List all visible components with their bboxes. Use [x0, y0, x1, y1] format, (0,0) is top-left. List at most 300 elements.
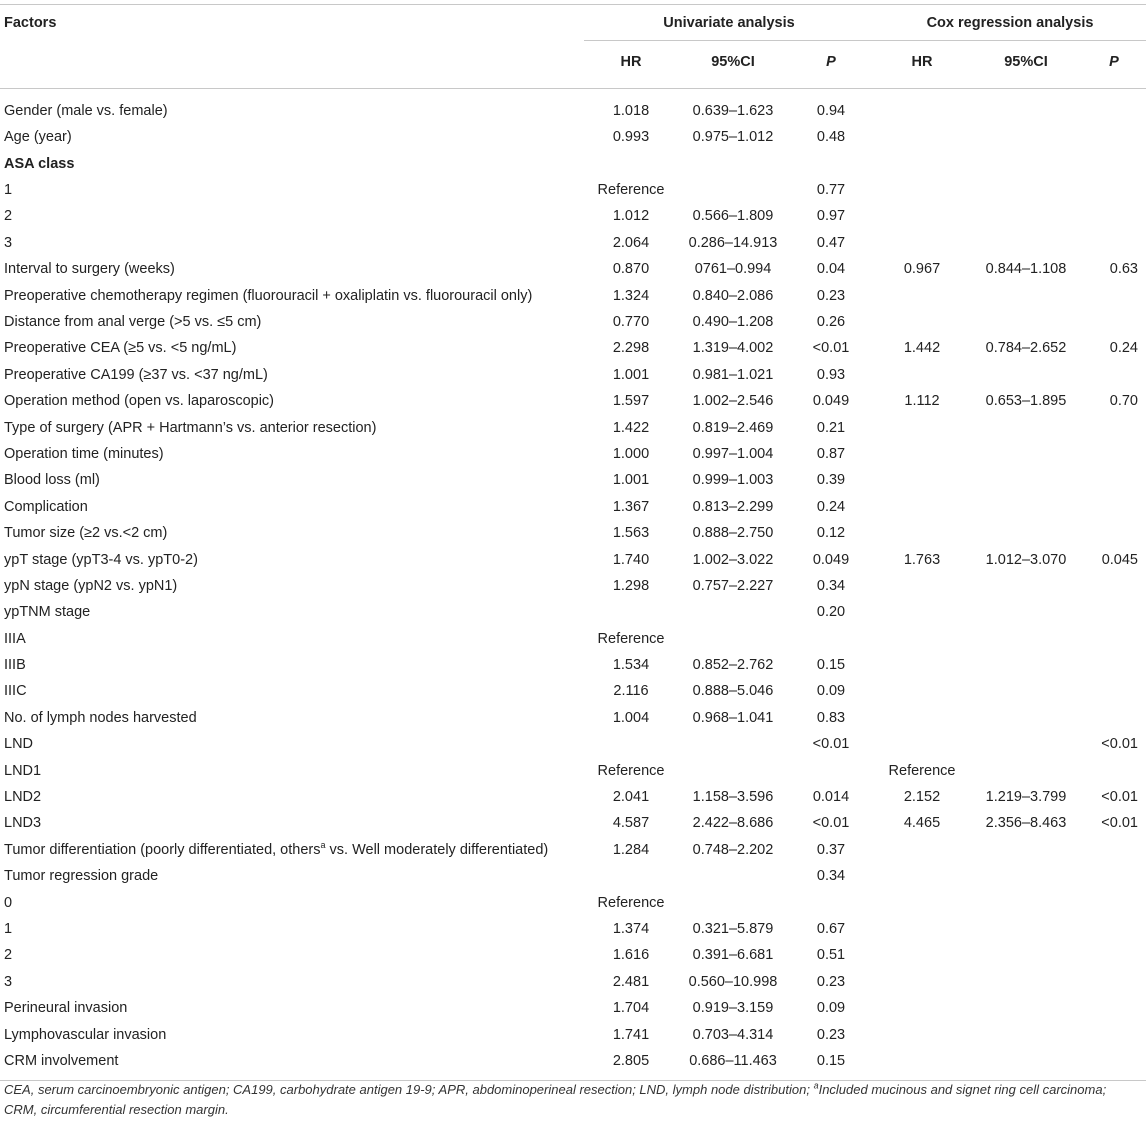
- univariate-p-cell: <0.01: [812, 815, 850, 832]
- univariate-ci-cell: 0.997–1.004: [692, 445, 774, 462]
- factor-label-cell: [0, 599, 584, 625]
- univariate-ci-cell: 0.490–1.208: [692, 313, 774, 330]
- cox-ci-cell: 0.653–1.895: [985, 393, 1067, 410]
- table-body: [0, 98, 1146, 1081]
- factor-label: 1: [4, 182, 13, 199]
- cox-p-cell: [1082, 758, 1146, 784]
- cox-hr-cell: [874, 943, 970, 969]
- univariate-ci-cell: [678, 731, 788, 757]
- cox-p-cell: <0.01: [1101, 736, 1138, 753]
- cox-p-cell: [1082, 415, 1146, 441]
- factor-label: Preoperative CA199 (≥37 vs. <37 ng/mL): [4, 366, 268, 383]
- factor-label-cell: [0, 362, 584, 388]
- cox-p-cell: [1082, 995, 1146, 1021]
- cox-ci-cell: [970, 441, 1082, 467]
- table-row: [0, 758, 1146, 784]
- cox-hr-cell: [874, 916, 970, 942]
- factor-label: ypTNM stage: [4, 604, 91, 621]
- factor-label-cell: [0, 811, 584, 837]
- univariate-p-cell: 0.47: [816, 234, 846, 251]
- cox-hr-cell: [874, 98, 970, 124]
- factor-label: 3: [4, 234, 13, 251]
- univariate-p-cell: [788, 626, 874, 652]
- cox-ci-cell: [970, 98, 1082, 124]
- factor-label-cell: [0, 943, 584, 969]
- univariate-hr-cell: [584, 151, 678, 177]
- cox-hr-cell: [874, 705, 970, 731]
- table-row: [0, 98, 1146, 124]
- table-row: [0, 124, 1146, 150]
- factor-label: Distance from anal verge (>5 vs. ≤5 cm): [4, 313, 262, 330]
- univariate-ci-cell: 1.158–3.596: [692, 789, 774, 806]
- factor-label-cell: [0, 890, 584, 916]
- univariate-ci-cell: 1.002–2.546: [692, 393, 774, 410]
- cox-ci-cell: [970, 837, 1082, 863]
- factor-label-cell: [0, 520, 584, 546]
- univariate-p-cell: 0.12: [816, 525, 846, 542]
- univariate-ci-cell: [678, 890, 788, 916]
- cox-ci-cell: [970, 916, 1082, 942]
- factor-label-cell: [0, 230, 584, 256]
- univariate-p-cell: 0.23: [816, 287, 846, 304]
- factor-label-cell: [0, 863, 584, 889]
- univariate-p-cell: <0.01: [812, 736, 850, 753]
- factor-label-cell: [0, 415, 584, 441]
- factor-label-cell: [0, 151, 584, 177]
- cox-p-cell: 0.045: [1101, 551, 1138, 568]
- factor-label-cell: [0, 256, 584, 282]
- cox-p-cell: [1082, 1048, 1146, 1081]
- cox-ci-cell: 0.844–1.108: [985, 261, 1067, 278]
- univariate-ci-cell: 0.703–4.314: [692, 1026, 774, 1043]
- cox-p-cell: [1082, 916, 1146, 942]
- factor-label-cell: [0, 283, 584, 309]
- factor-label-cell: [0, 705, 584, 731]
- header-c-p: P: [1082, 41, 1146, 89]
- cox-p-cell: [1082, 467, 1146, 493]
- cox-p-cell: [1082, 599, 1146, 625]
- factor-label-cell: [0, 336, 584, 362]
- cox-ci-cell: [970, 1048, 1082, 1081]
- cox-ci-cell: [970, 969, 1082, 995]
- factor-label: ASA class: [4, 155, 75, 172]
- factor-label-cell: [0, 679, 584, 705]
- cox-ci-cell: [970, 995, 1082, 1021]
- header-blank: [0, 41, 584, 89]
- cox-hr-cell: [874, 177, 970, 203]
- footnote-superscript: a: [813, 1080, 819, 1091]
- table-row: [0, 599, 1146, 625]
- univariate-p-cell: 0.15: [788, 1048, 874, 1081]
- univariate-p-cell: 0.24: [816, 498, 846, 515]
- cox-hr-cell: [874, 283, 970, 309]
- cox-ci-cell: [970, 599, 1082, 625]
- cox-hr-cell: [874, 1048, 970, 1081]
- factor-label: 0: [4, 894, 13, 911]
- factor-label-cell: [0, 626, 584, 652]
- header-u-hr: HR: [584, 41, 678, 89]
- factor-label: Preoperative chemotherapy regimen (fluorouracil + oxaliplatin vs. fluorouracil only): [4, 287, 533, 304]
- factor-label: Complication: [4, 498, 88, 515]
- factor-label: Tumor size (≥2 vs.<2 cm): [4, 525, 168, 542]
- cox-hr-cell: [874, 573, 970, 599]
- univariate-hr-cell: 2.041: [612, 789, 650, 806]
- univariate-hr-cell: 1.018: [612, 102, 650, 119]
- table-row: [0, 1022, 1146, 1048]
- univariate-p-cell: 0.23: [816, 1026, 846, 1043]
- factor-label: Age (year): [4, 129, 72, 146]
- univariate-p-cell: 0.93: [816, 366, 846, 383]
- cox-hr-cell: [874, 1022, 970, 1048]
- factor-label-superscript: a: [320, 839, 326, 850]
- univariate-hr-cell: Reference: [597, 894, 665, 911]
- cox-hr-cell: [874, 309, 970, 335]
- univariate-ci-cell: 0.639–1.623: [692, 102, 774, 119]
- univariate-p-cell: 0.83: [816, 709, 846, 726]
- cox-ci-cell: [970, 177, 1082, 203]
- univariate-hr-cell: 1.740: [612, 551, 650, 568]
- cox-p-cell: [1082, 124, 1146, 150]
- cox-ci-cell: [970, 1022, 1082, 1048]
- cox-hr-cell: [874, 731, 970, 757]
- table-row: [0, 1048, 1146, 1081]
- cox-hr-cell: [874, 204, 970, 230]
- table-row: [0, 890, 1146, 916]
- univariate-hr-cell: 1.534: [612, 657, 650, 674]
- univariate-ci-cell: 1.002–3.022: [692, 551, 774, 568]
- univariate-ci-cell: 0.888–2.750: [692, 525, 774, 542]
- univariate-p-cell: [788, 890, 874, 916]
- univariate-p-cell: 0.049: [812, 393, 850, 410]
- footnote-text-2: Included mucinous and signet ring cell carcinoma; CRM, circumferential resection margin.: [4, 1082, 1107, 1118]
- cox-ci-cell: [970, 362, 1082, 388]
- univariate-hr-cell: 4.587: [612, 815, 650, 832]
- factor-label-cell: [0, 467, 584, 493]
- univariate-p-cell: 0.97: [816, 208, 846, 225]
- factor-label: Interval to surgery (weeks): [4, 261, 175, 278]
- header-univariate: Univariate analysis: [584, 5, 874, 41]
- cox-hr-cell: [874, 679, 970, 705]
- table-row: [0, 547, 1146, 573]
- factor-label: 3: [4, 973, 13, 990]
- cox-hr-cell: [874, 494, 970, 520]
- univariate-ci-cell: 0.560–10.998: [688, 973, 778, 990]
- table-row: [0, 336, 1146, 362]
- table-row: [0, 415, 1146, 441]
- factor-label-cell: [0, 1048, 584, 1081]
- cox-ci-cell: [970, 467, 1082, 493]
- cox-hr-cell: [874, 415, 970, 441]
- factor-label: LND1: [4, 762, 42, 779]
- factor-label: Blood loss (ml): [4, 472, 100, 489]
- univariate-hr-cell: 1.298: [612, 577, 650, 594]
- cox-ci-cell: [970, 705, 1082, 731]
- cox-p-cell: [1082, 283, 1146, 309]
- cox-p-cell: <0.01: [1101, 789, 1138, 806]
- cox-hr-cell: [874, 441, 970, 467]
- table-row: [0, 679, 1146, 705]
- cox-hr-cell: 4.465: [903, 815, 941, 832]
- univariate-ci-cell: 0.566–1.809: [692, 208, 774, 225]
- univariate-p-cell: [788, 151, 874, 177]
- univariate-ci-cell: 0.999–1.003: [692, 472, 774, 489]
- cox-hr-cell: [874, 890, 970, 916]
- cox-p-cell: [1082, 520, 1146, 546]
- cox-hr-cell: [874, 995, 970, 1021]
- cox-ci-cell: 2.356–8.463: [985, 815, 1067, 832]
- cox-ci-cell: [970, 283, 1082, 309]
- univariate-ci-cell: 0.286–14.913: [688, 234, 778, 251]
- univariate-p-cell: 0.67: [816, 920, 846, 937]
- cox-p-cell: [1082, 837, 1146, 863]
- univariate-ci-cell: 0.391–6.681: [692, 947, 774, 964]
- cox-hr-cell: [874, 626, 970, 652]
- cox-ci-cell: 0.784–2.652: [985, 340, 1067, 357]
- cox-p-cell: 0.63: [1109, 261, 1138, 278]
- factor-label-cell: [0, 837, 584, 863]
- table-row: [0, 626, 1146, 652]
- header-c-ci: 95%CI: [970, 41, 1082, 89]
- univariate-hr-cell: 1.324: [612, 287, 650, 304]
- univariate-hr-cell: 2.805: [584, 1048, 678, 1081]
- factor-label-cell: [0, 995, 584, 1021]
- univariate-hr-cell: Reference: [597, 630, 665, 647]
- cox-ci-cell: [970, 204, 1082, 230]
- univariate-p-cell: 0.014: [812, 789, 850, 806]
- univariate-p-cell: 0.34: [816, 868, 846, 885]
- factor-label-cell: [0, 547, 584, 573]
- univariate-ci-cell: [678, 151, 788, 177]
- univariate-ci-cell: 0.888–5.046: [692, 683, 774, 700]
- univariate-hr-cell: 1.616: [612, 947, 650, 964]
- cox-ci-cell: 1.012–3.070: [985, 551, 1067, 568]
- factor-label: LND: [4, 736, 34, 753]
- header-c-hr: HR: [874, 41, 970, 89]
- factor-label-cell: [0, 388, 584, 414]
- univariate-ci-cell: 1.319–4.002: [692, 340, 774, 357]
- factor-label-cell: [0, 731, 584, 757]
- cox-p-cell: [1082, 151, 1146, 177]
- table-row: [0, 388, 1146, 414]
- table-row: [0, 177, 1146, 203]
- univariate-ci-cell: [678, 758, 788, 784]
- cox-p-cell: [1082, 177, 1146, 203]
- univariate-ci-cell: [678, 177, 788, 203]
- table-row: [0, 969, 1146, 995]
- univariate-hr-cell: Reference: [597, 182, 665, 199]
- table-row: [0, 573, 1146, 599]
- table-row: [0, 731, 1146, 757]
- cox-ci-cell: 1.219–3.799: [985, 789, 1067, 806]
- univariate-p-cell: <0.01: [812, 340, 850, 357]
- factor-label-cell: [0, 784, 584, 810]
- cox-hr-cell: [874, 599, 970, 625]
- cox-p-cell: [1082, 494, 1146, 520]
- table-row: [0, 916, 1146, 942]
- cox-ci-cell: [970, 573, 1082, 599]
- factor-label-rest: vs. Well moderately differentiated): [325, 841, 549, 858]
- cox-p-cell: <0.01: [1101, 815, 1138, 832]
- factor-label: Gender (male vs. female): [4, 102, 168, 119]
- univariate-p-cell: 0.04: [816, 261, 846, 278]
- table-row: [0, 204, 1146, 230]
- factor-label: IIIB: [4, 657, 26, 674]
- factor-label: ypN stage (ypN2 vs. ypN1): [4, 577, 178, 594]
- header-u-p: P: [788, 41, 874, 89]
- univariate-p-cell: 0.51: [816, 947, 846, 964]
- cox-ci-cell: [970, 626, 1082, 652]
- factor-label: Type of surgery (APR + Hartmann’s vs. anterior resection): [4, 419, 377, 436]
- factor-label: ypT stage (ypT3-4 vs. ypT0-2): [4, 551, 198, 568]
- univariate-ci-cell: 2.422–8.686: [692, 815, 774, 832]
- factor-label: IIIC: [4, 683, 27, 700]
- factor-label: Tumor differentiation (poorly differentiated, others: [4, 841, 321, 858]
- results-table: [0, 4, 1146, 1081]
- cox-hr-cell: [874, 520, 970, 546]
- univariate-hr-cell: 1.001: [612, 472, 650, 489]
- factor-label-cell: [0, 441, 584, 467]
- univariate-p-cell: 0.34: [816, 577, 846, 594]
- univariate-p-cell: 0.09: [816, 1000, 846, 1017]
- factor-label-cell: [0, 124, 584, 150]
- univariate-hr-cell: [584, 731, 678, 757]
- cox-hr-cell: [874, 151, 970, 177]
- univariate-p-cell: 0.049: [812, 551, 850, 568]
- factor-label-cell: [0, 573, 584, 599]
- factor-label: Operation method (open vs. laparoscopic): [4, 393, 275, 410]
- cox-ci-cell: [970, 415, 1082, 441]
- univariate-p-cell: 0.39: [816, 472, 846, 489]
- cox-p-cell: [1082, 890, 1146, 916]
- univariate-ci-cell: 0.852–2.762: [692, 657, 774, 674]
- factor-label-cell: [0, 758, 584, 784]
- table-row: [0, 995, 1146, 1021]
- table-row: [0, 520, 1146, 546]
- univariate-hr-cell: [584, 599, 678, 625]
- table-row: [0, 283, 1146, 309]
- univariate-p-cell: [788, 758, 874, 784]
- univariate-p-cell: 0.94: [816, 102, 846, 119]
- univariate-hr-cell: 2.481: [612, 973, 650, 990]
- univariate-ci-cell: [678, 863, 788, 889]
- cox-ci-cell: [970, 863, 1082, 889]
- univariate-hr-cell: Reference: [597, 762, 665, 779]
- cox-p-cell: [1082, 98, 1146, 124]
- table-row: [0, 256, 1146, 282]
- table-row: [0, 467, 1146, 493]
- cox-p-cell: [1082, 626, 1146, 652]
- table-row: [0, 230, 1146, 256]
- univariate-hr-cell: 0.993: [612, 129, 650, 146]
- cox-hr-cell: [874, 837, 970, 863]
- factor-label: 2: [4, 947, 13, 964]
- factor-label-cell: [0, 652, 584, 678]
- cox-p-cell: [1082, 705, 1146, 731]
- table-row: [0, 362, 1146, 388]
- table-row: [0, 151, 1146, 177]
- univariate-hr-cell: 1.000: [612, 445, 650, 462]
- factor-label-cell: [0, 98, 584, 124]
- table-row: [0, 441, 1146, 467]
- factor-label: No. of lymph nodes harvested: [4, 709, 197, 726]
- table-row: [0, 784, 1146, 810]
- cox-ci-cell: [970, 151, 1082, 177]
- univariate-ci-cell: [678, 599, 788, 625]
- univariate-p-cell: 0.37: [816, 841, 846, 858]
- univariate-ci-cell: 0.975–1.012: [692, 129, 774, 146]
- cox-p-cell: [1082, 969, 1146, 995]
- cox-hr-cell: [874, 652, 970, 678]
- univariate-hr-cell: 1.284: [612, 841, 650, 858]
- cox-p-cell: [1082, 204, 1146, 230]
- univariate-hr-cell: 2.116: [613, 683, 649, 700]
- cox-hr-cell: 1.763: [903, 551, 941, 568]
- cox-p-cell: [1082, 573, 1146, 599]
- univariate-p-cell: 0.20: [816, 604, 846, 621]
- factor-label-cell: [0, 494, 584, 520]
- table-row: [0, 309, 1146, 335]
- univariate-p-cell: 0.77: [816, 182, 846, 199]
- cox-ci-cell: [970, 230, 1082, 256]
- univariate-ci-cell: 0.748–2.202: [692, 841, 774, 858]
- factor-label: Preoperative CEA (≥5 vs. <5 ng/mL): [4, 340, 237, 357]
- cox-ci-cell: [970, 943, 1082, 969]
- header-u-ci: 95%CI: [678, 41, 788, 89]
- factor-label: LND3: [4, 815, 42, 832]
- univariate-ci-cell: 0.919–3.159: [692, 1000, 774, 1017]
- univariate-ci-cell: 0.981–1.021: [692, 366, 774, 383]
- cox-ci-cell: [970, 758, 1082, 784]
- table-row: [0, 837, 1146, 863]
- univariate-ci-cell: 0.968–1.041: [692, 709, 774, 726]
- cox-p-cell: [1082, 1022, 1146, 1048]
- header-spacer: [0, 89, 1146, 99]
- factor-label-cell: [0, 309, 584, 335]
- cox-ci-cell: [970, 652, 1082, 678]
- cox-p-cell: [1082, 230, 1146, 256]
- factor-label: Perineural invasion: [4, 1000, 128, 1017]
- univariate-hr-cell: 1.741: [612, 1026, 650, 1043]
- cox-ci-cell: [970, 890, 1082, 916]
- cox-p-cell: [1082, 309, 1146, 335]
- table-row: [0, 494, 1146, 520]
- univariate-hr-cell: 2.298: [612, 340, 650, 357]
- univariate-hr-cell: 1.597: [612, 393, 650, 410]
- univariate-ci-cell: 0.757–2.227: [692, 577, 774, 594]
- cox-p-cell: [1082, 943, 1146, 969]
- table-row: [0, 863, 1146, 889]
- table-footnote: [4, 1080, 1142, 1120]
- cox-ci-cell: [970, 309, 1082, 335]
- cox-hr-cell: 2.152: [903, 789, 941, 806]
- cox-p-cell: [1082, 441, 1146, 467]
- univariate-hr-cell: 1.004: [612, 709, 650, 726]
- univariate-ci-cell: 0.321–5.879: [692, 920, 774, 937]
- table-row: [0, 811, 1146, 837]
- factor-label-cell: [0, 916, 584, 942]
- cox-hr-cell: Reference: [888, 762, 956, 779]
- univariate-p-cell: 0.23: [816, 973, 846, 990]
- cox-hr-cell: 1.112: [904, 393, 940, 410]
- cox-hr-cell: [874, 230, 970, 256]
- factor-label-cell: [0, 177, 584, 203]
- header-cox: Cox regression analysis: [874, 5, 1146, 41]
- factor-label: IIIA: [4, 630, 26, 647]
- univariate-hr-cell: 1.012: [612, 208, 650, 225]
- cox-hr-cell: [874, 969, 970, 995]
- cox-p-cell: [1082, 362, 1146, 388]
- univariate-hr-cell: 1.563: [612, 525, 650, 542]
